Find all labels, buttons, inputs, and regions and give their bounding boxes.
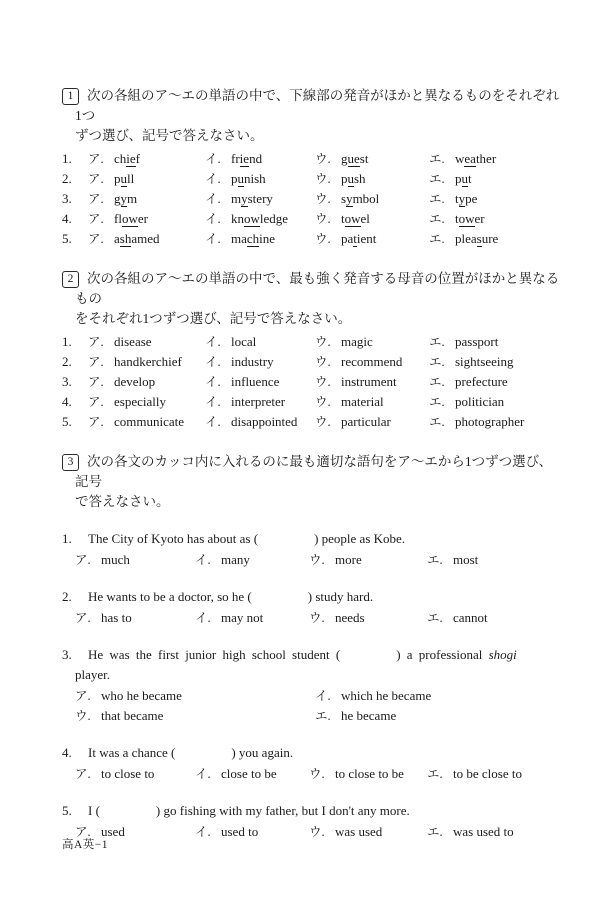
option-text: close to be <box>221 766 277 781</box>
option-letter: ウ. <box>315 355 331 369</box>
option-letter: ア. <box>75 611 91 625</box>
word-option <box>315 352 429 372</box>
answer-option <box>427 550 478 570</box>
answer-option <box>75 686 315 706</box>
word-option <box>429 352 514 372</box>
option-letter: ウ. <box>315 335 331 349</box>
question-sentence <box>62 665 562 685</box>
word-option <box>315 209 429 229</box>
word-option <box>88 209 205 229</box>
option-word: chief <box>114 151 141 166</box>
option-text: may not <box>221 610 264 625</box>
option-text: was used <box>335 824 383 839</box>
answer-option <box>427 764 522 784</box>
option-letter: イ. <box>205 395 221 409</box>
option-letter: イ. <box>195 767 211 781</box>
answer-option <box>195 764 309 784</box>
answer-option <box>75 608 195 628</box>
option-letter: ウ. <box>315 192 331 206</box>
word-option <box>205 229 315 249</box>
answer-option <box>195 822 309 842</box>
answer-option <box>309 822 427 842</box>
word-option <box>205 189 315 209</box>
option-text: used <box>101 824 125 839</box>
underlined-letters: ow <box>458 211 475 226</box>
row-number: 4. <box>62 211 72 226</box>
option-word: magic <box>341 334 373 349</box>
sentence-text: The City of Kyoto has about as ( <box>88 531 259 546</box>
underlined-letters: sh <box>119 231 132 246</box>
option-letter: ア. <box>88 395 104 409</box>
option-letter: ア. <box>88 335 104 349</box>
option-text: cannot <box>453 610 488 625</box>
option-word: local <box>231 334 257 349</box>
option-letter: イ. <box>195 553 211 567</box>
options-row <box>75 822 562 842</box>
underlined-letters: t <box>353 231 357 246</box>
word-option <box>315 149 429 169</box>
underlined-letters: u <box>461 171 468 186</box>
answer-option <box>75 764 195 784</box>
underlined-letters: y <box>241 191 248 206</box>
option-word: develop <box>114 374 156 389</box>
sentence-text: It was a chance ( <box>88 745 176 760</box>
option-letter: エ. <box>429 355 445 369</box>
word-option <box>315 412 429 432</box>
option-word: influence <box>231 374 280 389</box>
answer-option <box>427 822 514 842</box>
row-number: 3. <box>62 374 72 389</box>
option-text: was used to <box>453 824 514 839</box>
word-option <box>205 352 315 372</box>
section-number-box: 2 <box>62 271 79 288</box>
section-instructions: 次の各文のカッコ内に入れるのに最も適切な語句をア〜エから1つずつ選び、記号 で答えなさい。 <box>75 454 553 509</box>
option-letter: エ. <box>427 825 443 839</box>
word-row <box>62 412 562 432</box>
option-letter: エ. <box>429 212 445 226</box>
page-footer: 高A英−1 <box>62 839 109 851</box>
section-header <box>62 86 562 146</box>
option-text: has to <box>101 610 132 625</box>
word-option <box>88 392 205 412</box>
option-letter: イ. <box>205 152 221 166</box>
word-option <box>315 372 429 392</box>
option-letter: ウ. <box>315 375 331 389</box>
option-letter: エ. <box>429 335 445 349</box>
underlined-letters: ow <box>344 211 361 226</box>
section-1 <box>62 86 562 249</box>
option-word: politician <box>455 394 505 409</box>
option-letter: エ. <box>429 172 445 186</box>
option-word: towel <box>341 211 370 226</box>
option-text: more <box>335 552 362 567</box>
option-letter: イ. <box>205 415 221 429</box>
section-number-box: 1 <box>62 88 79 105</box>
underlined-letters: s <box>476 231 482 246</box>
option-letter: ウ. <box>315 172 331 186</box>
sentence-text: He was the first junior high school student ( <box>88 647 341 662</box>
word-option <box>88 229 205 249</box>
option-text: many <box>221 552 250 567</box>
sentence-text: He wants to be a doctor, so he ( <box>88 589 252 604</box>
word-row <box>62 189 562 209</box>
answer-option <box>75 550 195 570</box>
option-letter: ア. <box>88 375 104 389</box>
answer-option <box>315 686 562 706</box>
underlined-letters: ch <box>246 231 260 246</box>
option-letter: イ. <box>205 335 221 349</box>
word-option <box>429 372 508 392</box>
question-4 <box>62 743 562 784</box>
option-word: especially <box>114 394 166 409</box>
sentence-text: ) go fishing with my father, but I don't any more. <box>155 803 410 818</box>
underlined-letters: ie <box>239 151 250 166</box>
underlined-letters: u <box>347 171 354 186</box>
word-option <box>315 169 429 189</box>
option-word: communicate <box>114 414 185 429</box>
option-word: pleasure <box>455 231 499 246</box>
section-header <box>62 269 562 329</box>
question-number: 1. <box>62 531 72 546</box>
sentence-text: player. <box>75 667 111 682</box>
answer-option <box>195 608 309 628</box>
option-word: sightseeing <box>455 354 514 369</box>
option-letter: エ. <box>429 192 445 206</box>
option-letter: ア. <box>88 355 104 369</box>
sentence-text: ) you again. <box>231 745 294 760</box>
word-row <box>62 332 562 352</box>
sentence-text: ) people as Kobe. <box>314 531 406 546</box>
option-word: disease <box>114 334 152 349</box>
word-option <box>88 332 205 352</box>
row-number: 4. <box>62 394 72 409</box>
row-number: 1. <box>62 151 72 166</box>
option-text: used to <box>221 824 259 839</box>
option-letter: ア. <box>75 825 91 839</box>
word-option <box>205 169 315 189</box>
underlined-letters: y <box>120 191 127 206</box>
option-word: photographer <box>455 414 525 429</box>
option-word: machine <box>231 231 276 246</box>
sections <box>62 86 562 842</box>
section-number-box: 3 <box>62 454 79 471</box>
option-word: recommend <box>341 354 403 369</box>
option-letter: エ. <box>427 611 443 625</box>
word-option <box>429 149 496 169</box>
option-letter: ウ. <box>315 232 331 246</box>
option-letter: ア. <box>75 689 91 703</box>
option-word: push <box>341 171 366 186</box>
option-word: punish <box>231 171 266 186</box>
option-word: prefecture <box>455 374 508 389</box>
option-word: passport <box>455 334 499 349</box>
word-option <box>205 149 315 169</box>
section-2 <box>62 269 562 432</box>
word-option <box>88 412 205 432</box>
option-letter: ウ. <box>315 152 331 166</box>
option-letter: イ. <box>195 611 211 625</box>
option-text: needs <box>335 610 365 625</box>
word-option <box>205 209 315 229</box>
answer-option <box>309 608 427 628</box>
row-number: 2. <box>62 171 72 186</box>
word-row <box>62 209 562 229</box>
option-word: patient <box>341 231 377 246</box>
question-sentence <box>62 801 562 821</box>
option-letter: ア. <box>88 232 104 246</box>
option-letter: ウ. <box>315 415 331 429</box>
underlined-letters: ow <box>244 211 260 226</box>
word-option <box>205 412 315 432</box>
options-row <box>75 550 562 570</box>
option-letter: イ. <box>205 355 221 369</box>
question-number: 5. <box>62 803 72 818</box>
question-sentence <box>62 529 562 549</box>
row-number: 3. <box>62 191 72 206</box>
option-letter: ウ. <box>309 825 325 839</box>
word-option <box>429 332 498 352</box>
word-row <box>62 149 562 169</box>
option-word: friend <box>231 151 263 166</box>
option-text: to close to <box>101 766 155 781</box>
option-letter: ア. <box>88 172 104 186</box>
option-letter: ウ. <box>75 709 91 723</box>
option-letter: ア. <box>88 415 104 429</box>
section-3 <box>62 452 562 842</box>
question-sentence <box>62 743 562 763</box>
option-letter: イ. <box>315 689 331 703</box>
option-letter: エ. <box>315 709 331 723</box>
options-row <box>75 608 562 628</box>
word-option <box>429 392 504 412</box>
option-word: knowledge <box>231 211 289 226</box>
option-word: put <box>455 171 472 186</box>
option-letter: ウ. <box>315 395 331 409</box>
option-word: particular <box>341 414 391 429</box>
option-text: who he became <box>101 688 182 703</box>
row-number: 2. <box>62 354 72 369</box>
question-3 <box>62 645 562 726</box>
answer-option <box>309 550 427 570</box>
option-word: guest <box>341 151 369 166</box>
answer-option <box>309 764 427 784</box>
option-word: gym <box>114 191 138 206</box>
word-option <box>315 229 429 249</box>
underlined-letters: ow <box>121 211 138 226</box>
options-row <box>75 764 562 784</box>
section-header <box>62 452 562 512</box>
option-letter: イ. <box>205 172 221 186</box>
option-text: most <box>453 552 479 567</box>
section-instructions: 次の各組のア〜エの単語の中で、下線部の発音がほかと異なるものをそれぞれ1つ ずつ選び、記号で答えなさい。 <box>75 88 560 143</box>
option-letter: エ. <box>429 415 445 429</box>
question-2 <box>62 587 562 628</box>
option-word: material <box>341 394 384 409</box>
option-word: mystery <box>231 191 273 206</box>
option-letter: ア. <box>75 553 91 567</box>
option-letter: ア. <box>88 212 104 226</box>
answer-option <box>427 608 488 628</box>
section-instructions: 次の各組のア〜エの単語の中で、最も強く発音する母音の位置がほかと異なるもの をそれぞれ1つずつ選び、記号で答えなさい。 <box>75 271 560 326</box>
option-text: which he became <box>341 688 432 703</box>
word-option <box>315 332 429 352</box>
word-option <box>88 372 205 392</box>
option-word: flower <box>114 211 148 226</box>
word-option <box>88 189 205 209</box>
option-letter: ア. <box>88 192 104 206</box>
word-option <box>315 189 429 209</box>
answer-option <box>75 706 315 726</box>
option-word: disappointed <box>231 414 298 429</box>
answer-option <box>315 706 562 726</box>
option-text: he became <box>341 708 397 723</box>
underlined-letters: u <box>237 171 244 186</box>
option-letter: イ. <box>205 212 221 226</box>
option-letter: イ. <box>205 375 221 389</box>
option-word: type <box>455 191 478 206</box>
word-option <box>429 229 498 249</box>
option-word: ashamed <box>114 231 160 246</box>
option-text: that became <box>101 708 164 723</box>
sentence-text: ) study hard. <box>307 589 374 604</box>
option-letter: エ. <box>429 375 445 389</box>
option-letter: ウ. <box>309 767 325 781</box>
word-option <box>205 332 315 352</box>
option-word: tower <box>455 211 485 226</box>
word-row <box>62 229 562 249</box>
question-number: 4. <box>62 745 72 760</box>
sentence-text: I ( <box>88 803 100 818</box>
option-text: much <box>101 552 130 567</box>
word-option <box>205 372 315 392</box>
option-letter: ウ. <box>315 212 331 226</box>
option-text: to be close to <box>453 766 522 781</box>
word-option <box>429 169 472 189</box>
row-number: 1. <box>62 334 72 349</box>
word-option <box>429 209 485 229</box>
italic-word: shogi <box>488 647 517 662</box>
row-number: 5. <box>62 414 72 429</box>
option-letter: イ. <box>205 232 221 246</box>
option-letter: ア. <box>88 152 104 166</box>
underlined-letters: ue <box>347 151 360 166</box>
underlined-letters: ea <box>464 151 476 166</box>
option-letter: ア. <box>75 767 91 781</box>
option-letter: ウ. <box>309 553 325 567</box>
options-row <box>75 686 562 726</box>
option-letter: ウ. <box>309 611 325 625</box>
question-1 <box>62 529 562 570</box>
option-word: weather <box>455 151 497 166</box>
word-option <box>315 392 429 412</box>
question-sentence <box>62 587 562 607</box>
word-row <box>62 372 562 392</box>
option-letter: エ. <box>427 553 443 567</box>
option-word: industry <box>231 354 274 369</box>
option-letter: エ. <box>427 767 443 781</box>
option-word: handkerchief <box>114 354 182 369</box>
word-option <box>88 352 205 372</box>
answer-option <box>195 550 309 570</box>
underlined-letters: ie <box>126 151 136 166</box>
word-option <box>88 169 205 189</box>
underlined-letters: u <box>120 171 127 186</box>
option-word: symbol <box>341 191 380 206</box>
word-row <box>62 169 562 189</box>
row-number: 5. <box>62 231 72 246</box>
option-letter: イ. <box>195 825 211 839</box>
option-letter: イ. <box>205 192 221 206</box>
question-sentence <box>62 645 562 665</box>
question-number: 2. <box>62 589 72 604</box>
underlined-letters: y <box>346 191 353 206</box>
option-letter: エ. <box>429 395 445 409</box>
option-letter: エ. <box>429 232 445 246</box>
option-word: instrument <box>341 374 397 389</box>
sentence-text: ) a professional <box>396 647 489 662</box>
option-text: to close to be <box>335 766 404 781</box>
word-option <box>429 189 477 209</box>
option-word: pull <box>114 171 135 186</box>
word-option <box>429 412 524 432</box>
question-number: 3. <box>62 647 72 662</box>
word-option <box>205 392 315 412</box>
question-5 <box>62 801 562 842</box>
underlined-letters: y <box>458 191 466 206</box>
word-option <box>88 149 205 169</box>
option-word: interpreter <box>231 394 286 409</box>
word-row <box>62 392 562 412</box>
option-letter: エ. <box>429 152 445 166</box>
word-row <box>62 352 562 372</box>
